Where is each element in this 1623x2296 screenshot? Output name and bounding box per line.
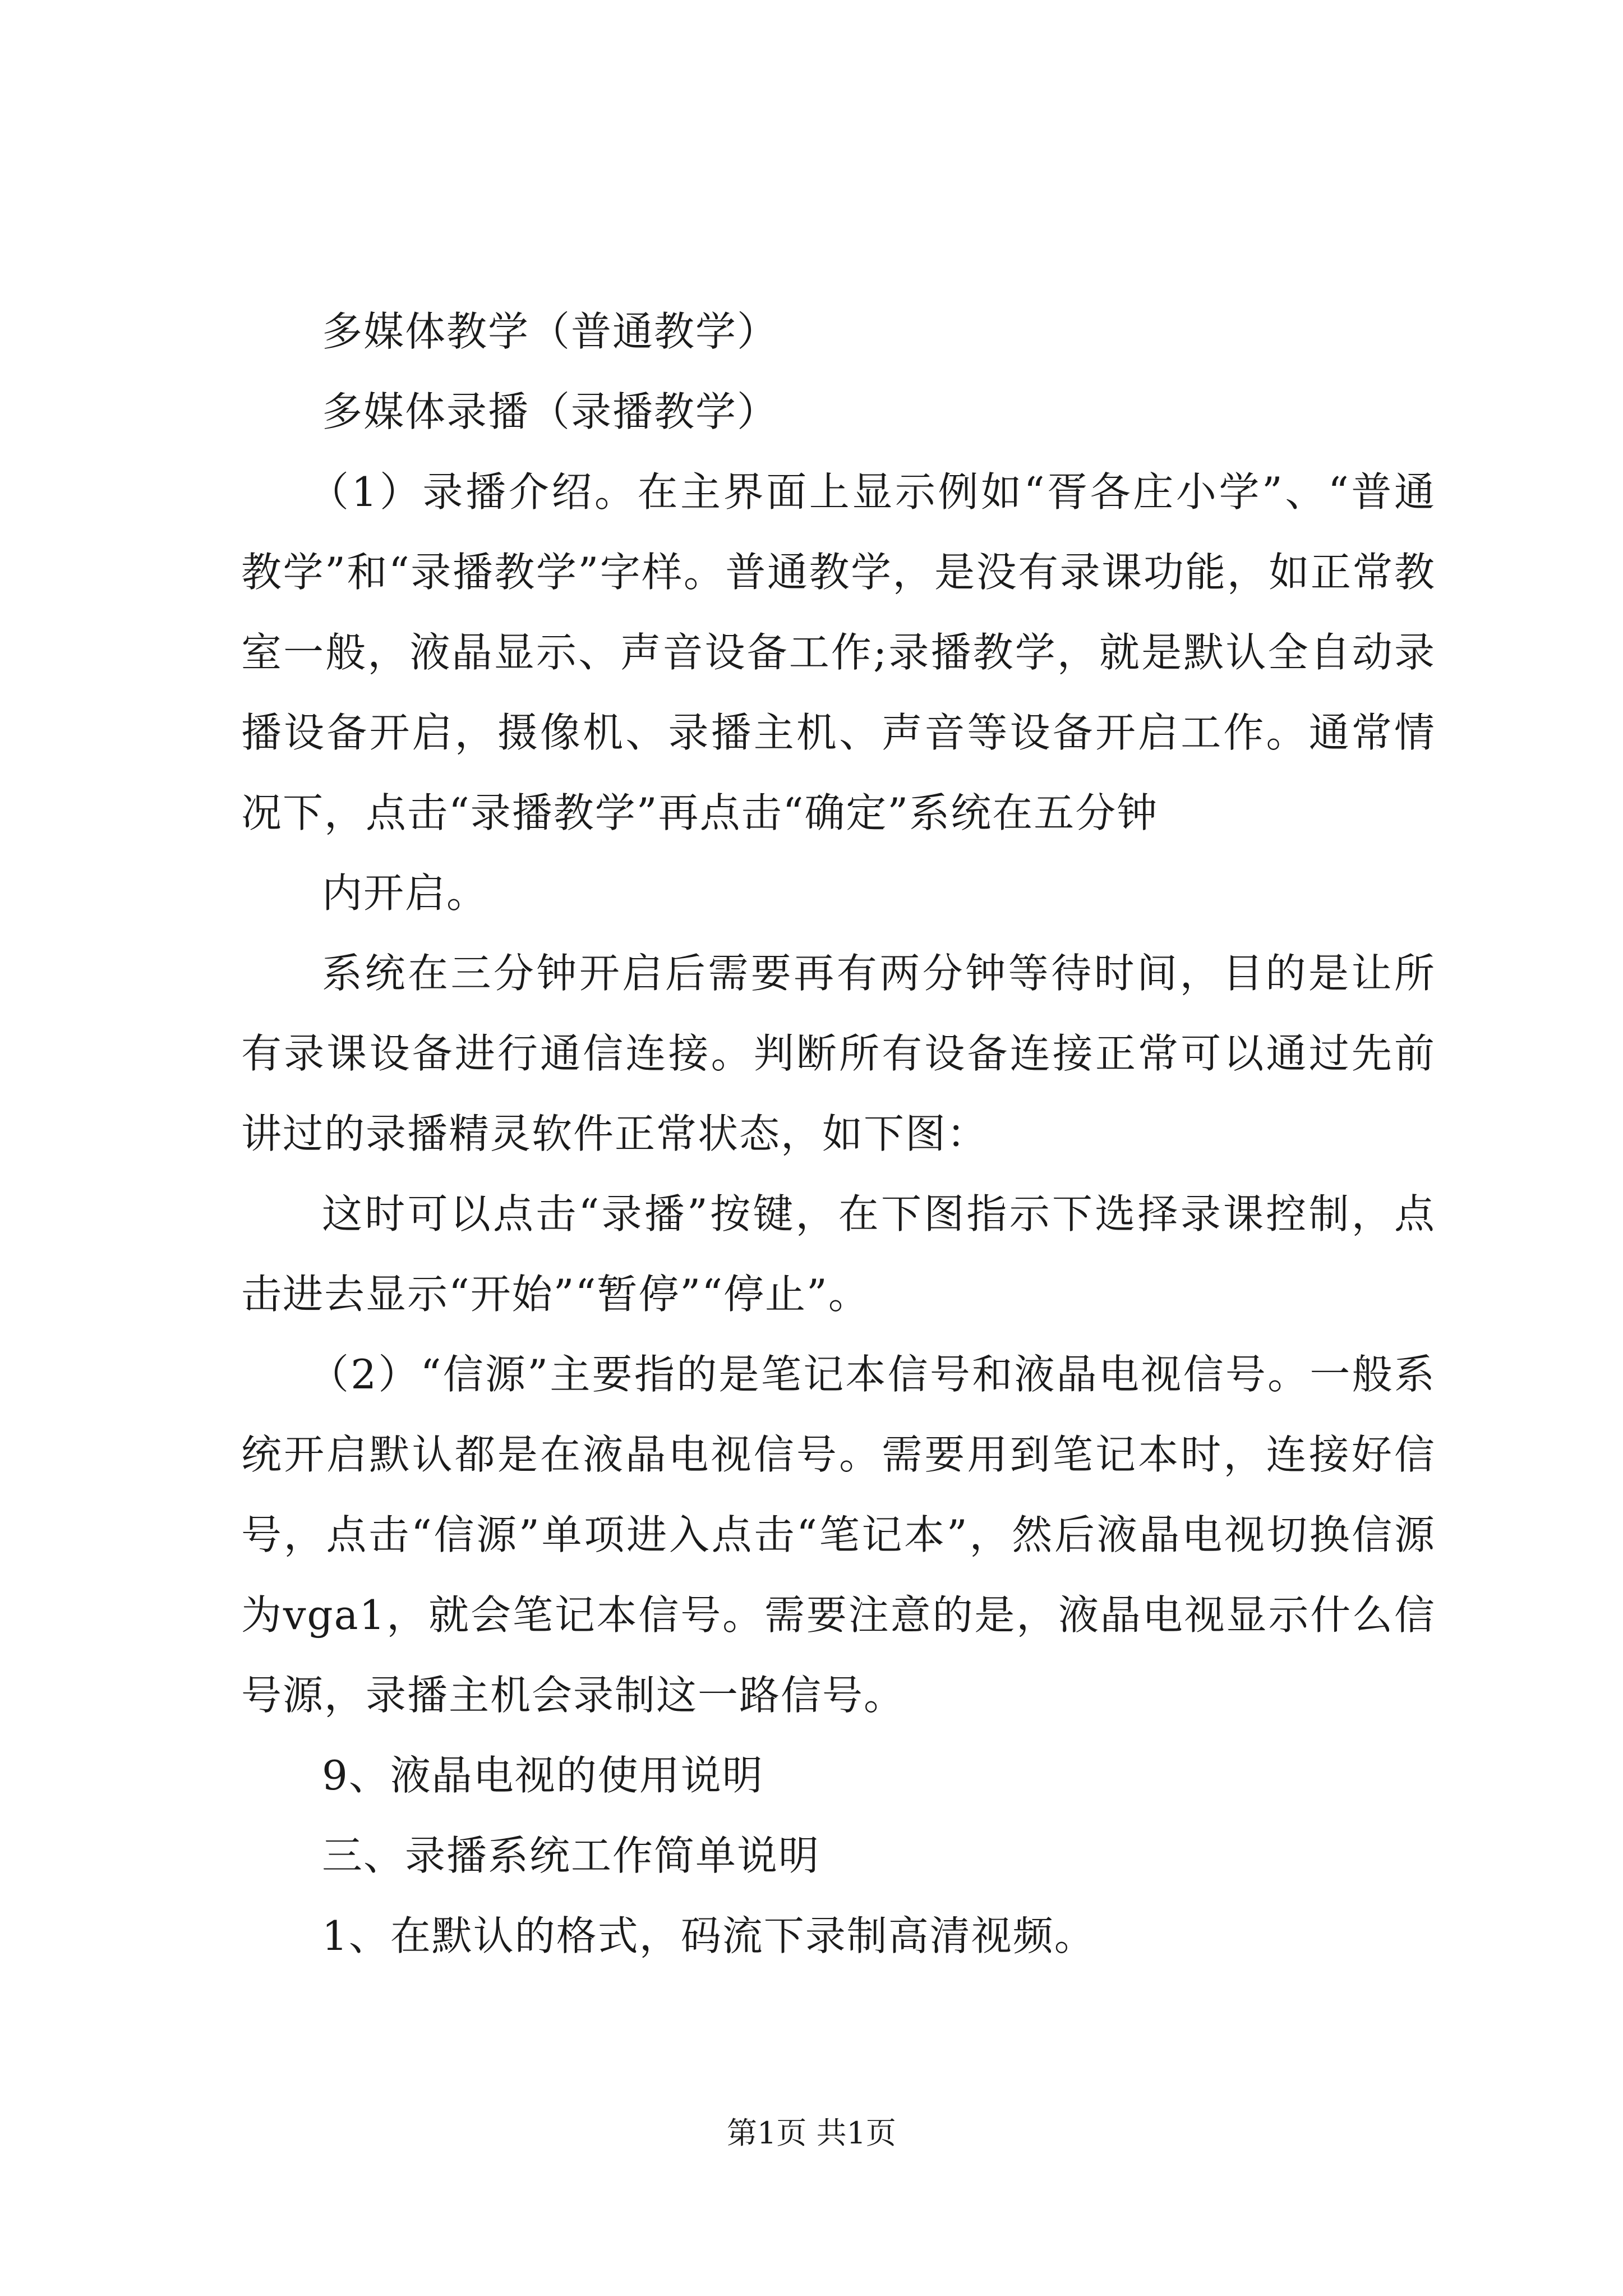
paragraph-startup-within: 内开启。 — [322, 869, 488, 917]
paragraph-signal-source: （2）“信源”主要指的是笔记本信号和液晶电视信号。一般系统开启默认都是在液晶电视信号。需要用到笔记本时，连接好信号，点击“信源”单项进入点击“笔记本”，然后液晶电视切换信源为vga1，就会笔记本信号。需要注意的是，液晶电视显示什么信号源，录播主机会录制这一路信号。 — [241, 1351, 1436, 1719]
heading-lcd-tv-usage: 9、液晶电视的使用说明 — [322, 1752, 764, 1799]
paragraph-multimedia-teaching: 多媒体教学（普通教学） — [322, 308, 779, 355]
paragraph-recording-intro: （1）录播介绍。在主界面上显示例如“胥各庄小学”、“普通教学”和“录播教学”字样。普通教学，是没有录课功能，如正常教室一般，液晶显示、声音设备工作;录播教学，就是默认全自动录播设备开启，摄像机、录播主机、声音等设备开启工作。通常情况下，点击“录播教学”再点击“确定”系统在五分钟 — [241, 468, 1436, 836]
paragraph-multimedia-recording: 多媒体录播（录播教学） — [322, 388, 779, 435]
document-body — [241, 292, 1436, 1976]
page-footer: 第1页 共1页 — [727, 2115, 896, 2151]
paragraph-system-wait: 系统在三分钟开启后需要再有两分钟等待时间，目的是让所有录课设备进行通信连接。判断所有设备连接正常可以通过先前讲过的录播精灵软件正常状态，如下图： — [241, 950, 1436, 1157]
paragraph-default-format: 1、在默认的格式，码流下录制高清视频。 — [322, 1912, 1096, 1959]
paragraph-record-button: 这时可以点击“录播”按键，在下图指示下选择录课控制，点击进去显示“开始”“暂停”“停止”。 — [241, 1190, 1436, 1318]
heading-recording-system: 三、录播系统工作简单说明 — [322, 1832, 820, 1879]
